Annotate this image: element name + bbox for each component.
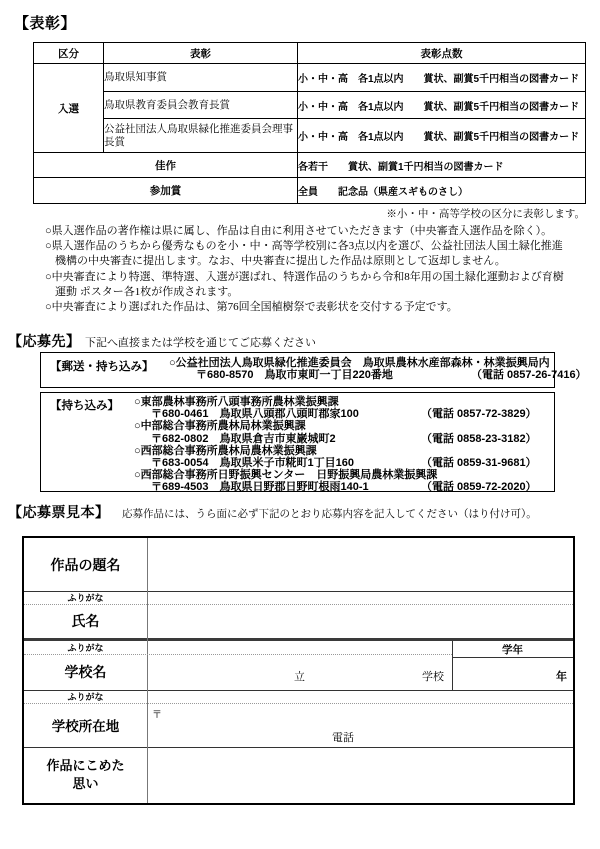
form-label-thoughts-line2: 思い <box>72 776 99 791</box>
form-field-name[interactable] <box>149 591 573 638</box>
award-points: 小・中・高 各1点以内 賞状、副賞5千円相当の図書カード <box>298 119 586 153</box>
form-label-grade-header: 学年 <box>502 643 523 656</box>
remark-line: ○県入選作品の著作権は県に属し、作品は自由に利用させていただきます（中央審査入選作品を除く）。 <box>45 225 553 237</box>
bring-box <box>40 392 555 492</box>
bring-phone: （電話 0858-23-3182） <box>421 432 537 445</box>
bring-address-line <box>134 433 549 445</box>
remark-line: ○中央審査により特選、準特選、入選が選ばれ、特選作品のうちから令和8年用の国土緑化運動および育樹 <box>45 270 564 283</box>
apply-section-title: 【応募先】 <box>8 333 81 349</box>
form-label-furigana: ふりがな <box>67 643 104 653</box>
award-table <box>33 42 586 204</box>
form-label-school-address: 学校所在地 <box>51 719 120 734</box>
remark-line: ○中央審査により選ばれた作品は、第76回全国植樹祭で表彰状を交付する予定です。 <box>45 301 458 314</box>
award-points: 小・中・高 各1点以内 賞状、副賞5千円相当の図書カード <box>298 64 586 92</box>
form-section-heading <box>8 502 537 522</box>
form-label-school: 学校名 <box>64 664 107 680</box>
form-label-thoughts <box>24 747 147 803</box>
award-table-header-points: 表彰点数 <box>298 43 586 64</box>
award-category-sanka: 参加賞 <box>34 178 298 204</box>
table-row <box>34 119 586 153</box>
form-section-subtitle: 応募作品には、うら面に必ず下記のとおり応募内容を記入してください（はり付け可）。 <box>121 509 537 520</box>
form-label-thoughts-line1: 作品にこめた <box>46 758 125 773</box>
award-note: ※小・中・高等学校の区分に表彰します。 <box>386 209 585 220</box>
form-label-work-title: 作品の題名 <box>50 556 121 573</box>
bring-phone: （電話 0857-72-3829） <box>421 408 537 421</box>
form-school-suffix-placeholder: 学校 <box>422 671 444 683</box>
table-row <box>34 153 586 178</box>
mail-address-line <box>169 369 587 382</box>
award-table-header-award: 表彰 <box>104 43 298 64</box>
bring-org: ○西部総合事務所農林局農林業振興課 <box>134 444 317 457</box>
remark-line: ○県入選作品のうちから優秀なものを小・中・高等学校別に各3点以内を選び、公益社団法人国土緑化推進 <box>45 240 563 253</box>
table-row <box>34 178 586 204</box>
form-label-furigana: ふりがな <box>67 593 104 603</box>
table-row <box>34 64 586 92</box>
form-label-name: 氏名 <box>71 613 100 629</box>
award-name: 鳥取県知事賞 <box>104 64 298 92</box>
form-school-mid-placeholder: 立 <box>294 671 305 683</box>
form-postal-mark: 〒 <box>152 710 162 721</box>
form-label-furigana: ふりがな <box>67 692 104 702</box>
form-field-grade[interactable] <box>453 658 573 690</box>
bring-address-line <box>134 457 549 469</box>
award-name: 公益社団法人鳥取県緑化推進委員会理事長賞 <box>104 119 298 153</box>
remarks-list <box>45 224 590 315</box>
award-category-nyusen: 入選 <box>34 64 104 153</box>
award-name: 鳥取県教育委員会教育長賞 <box>104 92 298 119</box>
award-category-kasaku: 佳作 <box>34 153 298 178</box>
mail-box-content <box>169 357 587 382</box>
form-field-school[interactable] <box>149 641 452 690</box>
apply-section-heading <box>8 331 316 351</box>
award-table-header-category: 区分 <box>34 43 104 64</box>
remark-line: 機構の中央審査に提出します。なお、中央審査に提出した作品は原則として返却しません。 <box>55 255 506 268</box>
award-points: 各若干 賞状、副賞1千円相当の図書カード <box>298 153 586 178</box>
form-field-work-title[interactable] <box>149 538 573 591</box>
bring-address: 〒680-0461 鳥取県八頭郡八頭町郡家100 <box>151 408 359 421</box>
form-section-title: 【応募票見本】 <box>8 504 110 520</box>
award-points: 小・中・高 各1点以内 賞状、副賞5千円相当の図書カード <box>298 92 586 119</box>
form-phone-label: 電話 <box>332 732 354 744</box>
bring-address: 〒689-4503 鳥取県日野郡日野町根雨140-1 <box>151 481 369 494</box>
form-grade-unit: 年 <box>556 671 567 683</box>
bring-address-line <box>134 481 549 493</box>
award-section-title: 【表彰】 <box>14 15 77 32</box>
mail-box-label: 【郵送・持ち込み】 <box>50 361 154 373</box>
award-points: 全員 記念品（県産スギものさし） <box>298 178 586 204</box>
mail-box <box>40 352 587 388</box>
application-form-table <box>22 536 575 805</box>
bring-box-content <box>134 396 549 494</box>
mail-org: ○公益社団法人鳥取県緑化推進委員会 鳥取県農林水産部森林・林業振興局内 <box>169 357 550 369</box>
remark-line: 運動 ポスター各1枚が作成されます。 <box>55 285 239 298</box>
bring-address: 〒683-0054 鳥取県米子市糀町1丁目160 <box>151 457 354 470</box>
apply-section-subtitle: 下記へ直接または学校を通じてご応募ください <box>84 337 316 349</box>
bring-phone: （電話 0859-72-2020） <box>421 481 537 494</box>
mail-phone: （電話 0857-26-7416） <box>471 369 587 382</box>
form-field-thoughts[interactable] <box>149 747 573 803</box>
table-row <box>34 92 586 119</box>
bring-org: ○中部総合事務所農林局林業振興課 <box>134 420 306 433</box>
mail-address: 〒680-8570 鳥取市東町一丁目220番地 <box>196 369 393 382</box>
bring-address-line <box>134 408 549 420</box>
bring-box-label: 【持ち込み】 <box>50 400 119 412</box>
bring-org: ○西部総合事務所日野振興センター 日野振興局農林業振興課 <box>134 469 438 482</box>
column-divider <box>147 538 148 803</box>
bring-org: ○東部農林事務所八頭事務所農林業振興課 <box>134 396 339 408</box>
bring-address: 〒682-0802 鳥取県倉吉市東巌城町2 <box>151 432 336 445</box>
form-field-school-address[interactable] <box>149 690 573 747</box>
bring-phone: （電話 0859-31-9681） <box>421 457 537 470</box>
